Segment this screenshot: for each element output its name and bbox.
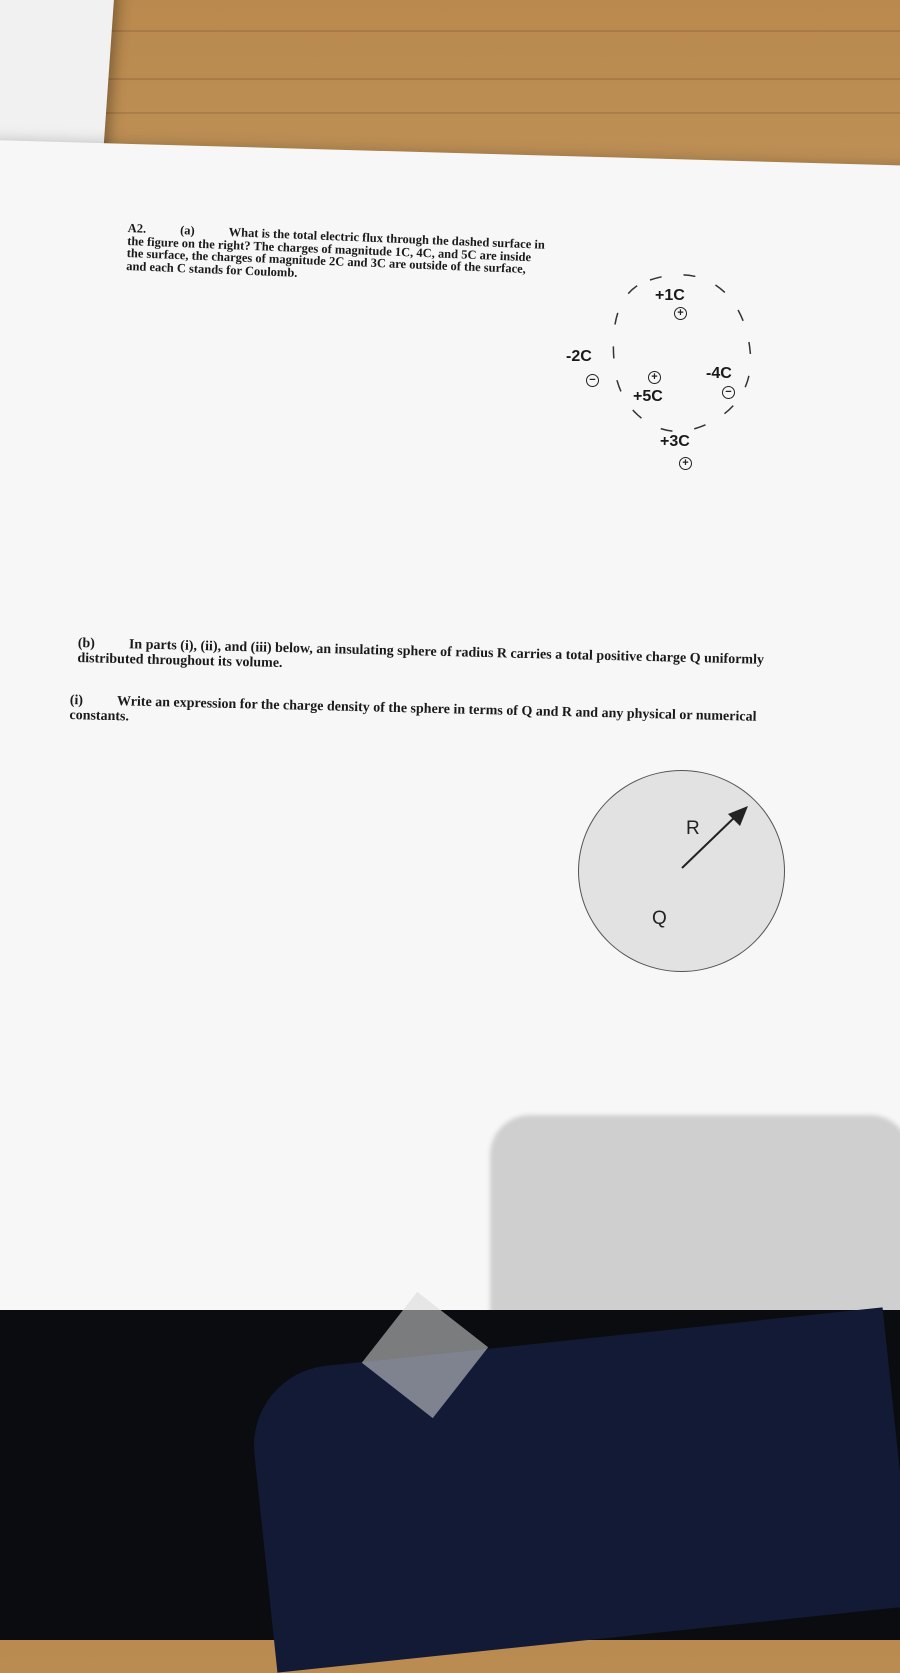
question-a-text: What is the total electric flux through the dashed surface in the figure on the right? The charges of magnitude 1C, 4C, and 5C are inside the surface, the charges of magnitude 2C and 3C are outside of the surface, and each C stands for Coulomb. <box>125 225 546 280</box>
question-number: A2. <box>127 221 147 236</box>
charge-label-plus-3c: +3C <box>660 433 690 450</box>
question-part-b-i: (i) <box>69 693 84 709</box>
positive-charge-icon: + <box>648 371 661 384</box>
charge-label-q: Q <box>652 908 667 929</box>
wood-grain <box>0 78 900 80</box>
negative-charge-icon: − <box>722 386 735 399</box>
charge-label-plus-1c: +1C <box>655 287 685 304</box>
charge-label-minus-4c: -4C <box>706 365 732 382</box>
wood-grain <box>0 112 900 114</box>
positive-charge-icon: + <box>674 307 687 320</box>
question-b-text: In parts (i), (ii), and (iii) below, an insulating sphere of radius R carries a total positive charge Q uniformly distributed throughout its volume. <box>77 637 765 672</box>
negative-charge-icon: − <box>586 374 599 387</box>
positive-charge-icon: + <box>679 457 692 470</box>
radius-label: R <box>686 818 700 839</box>
question-b-i-text: Write an expression for the charge density of the sphere in terms of Q and R and any physical or numerical constants. <box>69 694 757 725</box>
bleed-through-text <box>92 616 95 631</box>
hand-shadow <box>490 1115 900 1325</box>
question-part-a: (a) <box>179 223 195 238</box>
wood-grain <box>0 30 900 32</box>
charge-label-plus-5c: +5C <box>633 388 663 405</box>
question-part-b: (b) <box>77 636 96 652</box>
arrow-head-icon <box>728 806 748 826</box>
radius-arrow-figure <box>670 800 760 880</box>
charge-label-minus-2c: -2C <box>566 348 592 365</box>
